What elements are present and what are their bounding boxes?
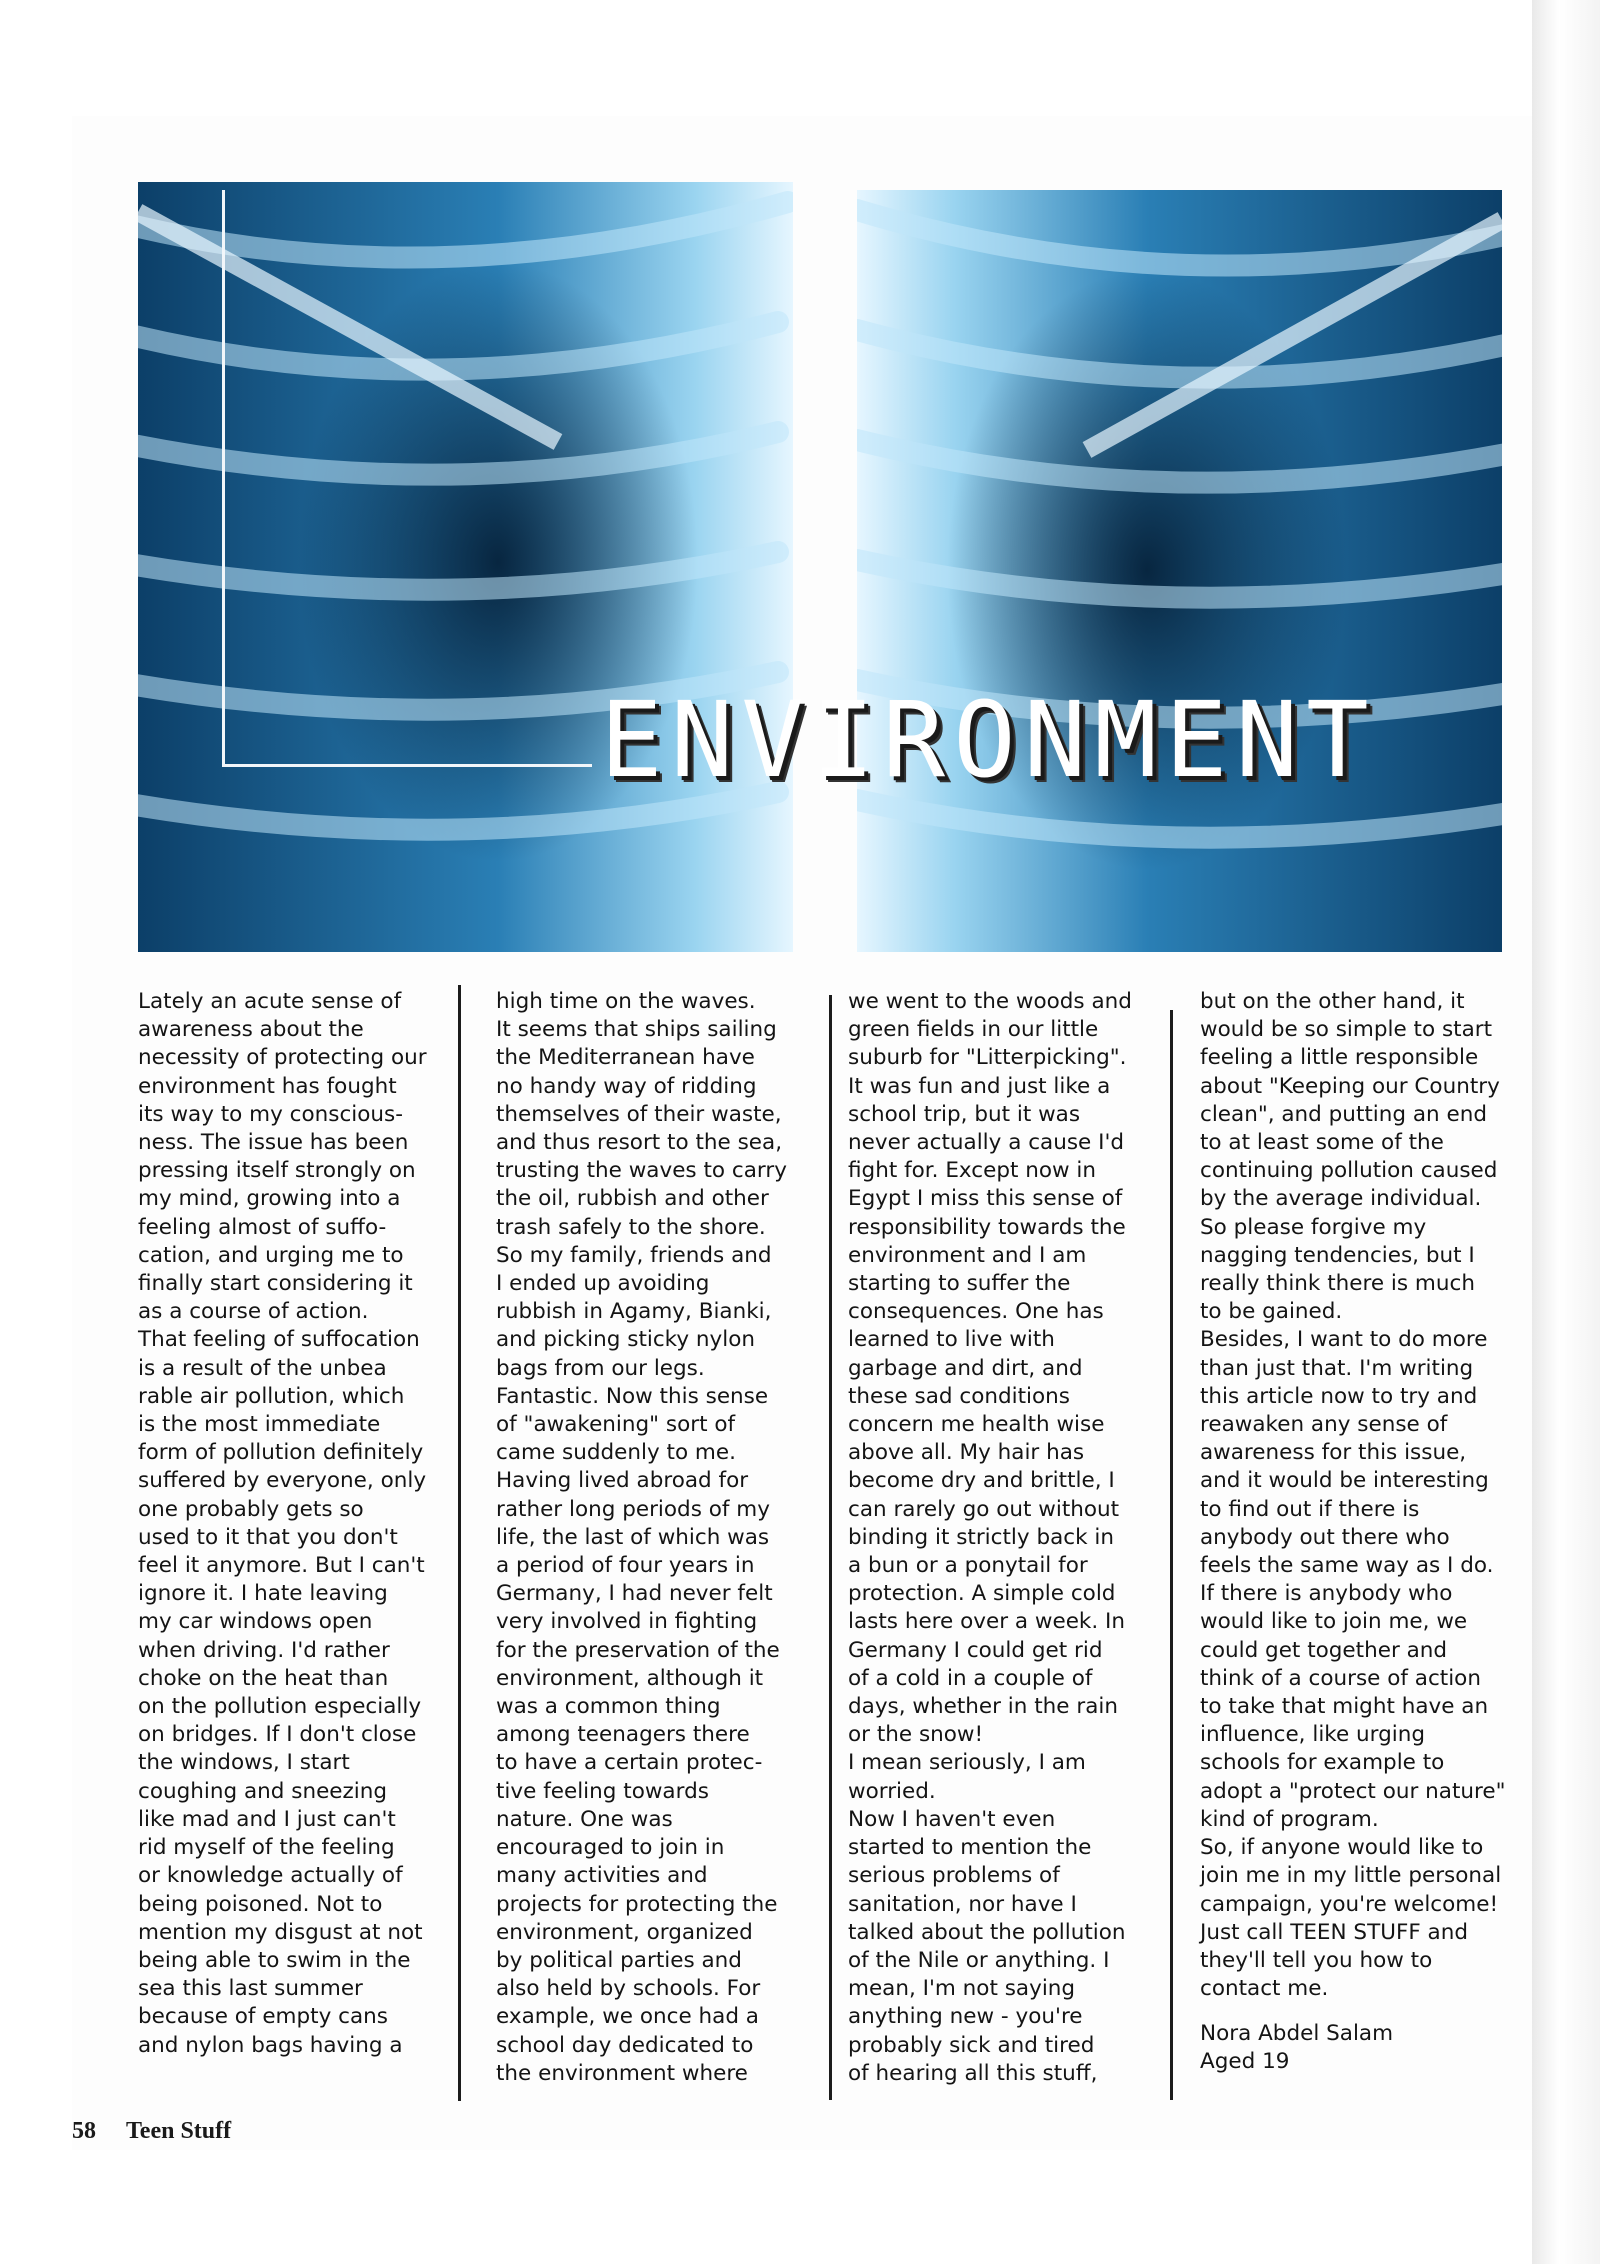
- frame-line-vertical: [222, 190, 225, 765]
- xray-right-graphic: [857, 190, 1502, 952]
- page-number: 58: [72, 2118, 96, 2144]
- frame-line-horizontal: [222, 764, 592, 767]
- author-age: Aged 19: [1200, 2049, 1290, 2074]
- xray-left-graphic: [138, 182, 793, 952]
- author-signature: [1200, 2020, 1393, 2076]
- article-column-1: Lately an acute sense of awareness about the necessity of protecting our environment has fought its way to my conscious- ness. The issue has been pressing itself strongly on my mind, growing into a feeling almost of suffo- cation, and urging me to finally start considering it as a course of action. That feeling of suffocation is a result of the unbea rable air pollution, which is the most immediate form of pollution definitely suffered by everyone, only one probably gets so used to it that you don't feel it anymore. But I can't ignore it. I hate leaving my car windows open when driving. I'd rather choke on the heat than on the pollution especially on bridges. If I don't close the windows, I start coughing and sneezing like mad and I just can't rid myself of the feeling or knowledge actually of being poisoned. Not to mention my disgust at not being able to swim in the sea this last summer because of empty cans and nylon bags having a: [138, 989, 427, 2058]
- author-name: Nora Abdel Salam: [1200, 2021, 1394, 2046]
- column-divider-1: [458, 985, 461, 2101]
- column-divider-3: [1170, 1010, 1173, 2100]
- column-divider-2: [829, 995, 832, 2100]
- page-spine-shadow: [1532, 0, 1600, 2264]
- article-column-4: but on the other hand, it would be so simple to start feeling a little responsible about "Keeping our Country clean", and putting an end to at least some of the continuing pollution caused by the average individual. So please forgive my nagging tendencies, but I really think there is much to be gained. Besides, I want to do more than just that. I'm writing this article now to try and reawaken any sense of awareness for this issue, and it would be interesting to find out if there is anybody out there who feels the same way as I do. If there is anybody who would like to join me, we could get together and think of a course of action to take that might have an influence, like urging schools for example to adopt a "protect our nature" kind of program. So, if anyone would like to join me in my little personal campaign, you're welcome! Just call TEEN STUFF and they'll tell you how to contact me.: [1200, 989, 1506, 2002]
- section-title: ENVIRONMENT: [600, 679, 1377, 801]
- article-column-2: high time on the waves. It seems that ships sailing the Mediterranean have no handy way of ridding themselves of their waste, and thus resort to the sea, trusting the waves to carry the oil, rubbish and other trash safely to the shore. So my family, friends and I ended up avoiding rubbish in Agamy, Bianki, and picking sticky nylon bags from our legs. Fantastic. Now this sense of "awakening" sort of came suddenly to me. Having lived abroad for rather long periods of my life, the last of which was a period of four years in Germany, I had never felt very involved in fighting for the preservation of the environment, although it was a common thing among teenagers there to have a certain protec- tive feeling towards nature. One was encouraged to join in many activities and projects for protecting the environment, organized by political parties and also held by schools. For example, we once had a school day dedicated to the environment where: [496, 989, 787, 2086]
- magazine-name: Teen Stuff: [126, 2118, 232, 2144]
- article-column-3: we went to the woods and green fields in our little suburb for "Litterpicking". It was fun and just like a school trip, but it was never actually a cause I'd fight for. Except now in Egypt I miss this sense of responsibility towards the environment and I am starting to suffer the consequences. One has learned to live with garbage and dirt, and these sad conditions concern me health wise above all. My hair has become dry and brittle, I can rarely go out without binding it strictly back in a bun or a ponytail for protection. A simple cold lasts here over a week. In Germany I could get rid of a cold in a couple of days, whether in the rain or the snow! I mean seriously, I am worried. Now I haven't even started to mention the serious problems of sanitation, nor have I talked about the pollution of the Nile or anything. I mean, I'm not saying anything new - you're probably sick and tired of hearing all this stuff,: [848, 989, 1132, 2086]
- xray-image-left: [138, 182, 793, 952]
- xray-image-right: [857, 190, 1502, 952]
